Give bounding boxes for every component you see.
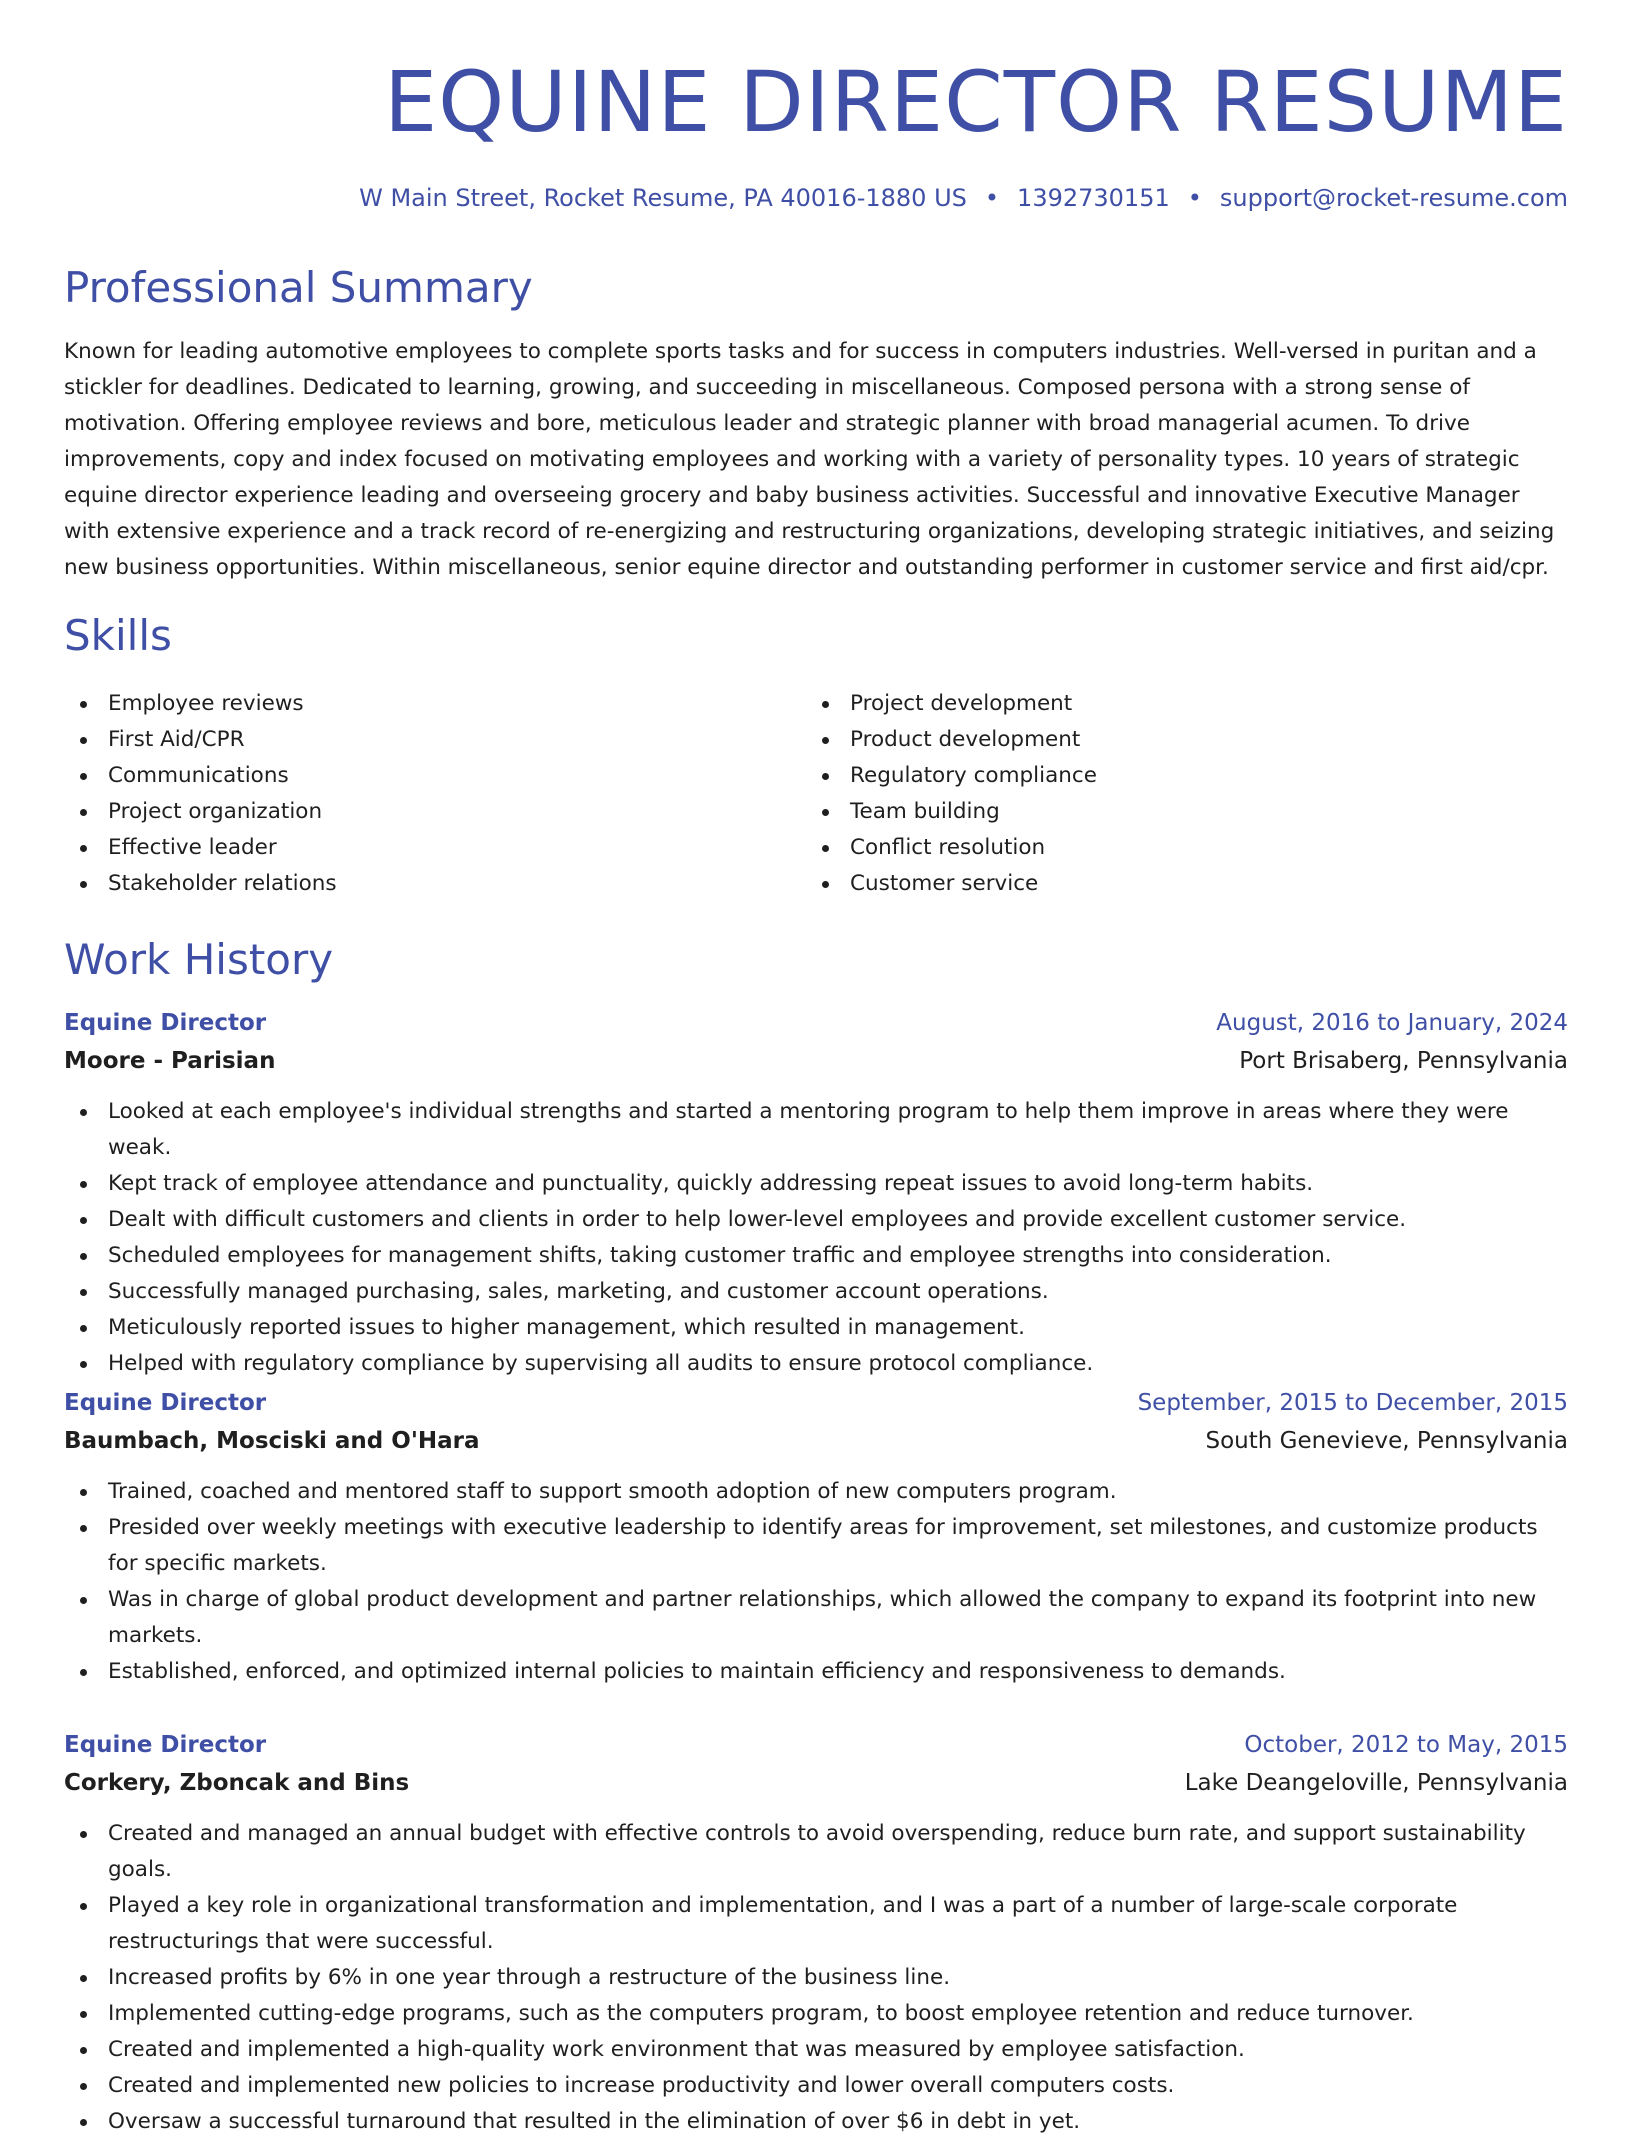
skill-item: First Aid/CPR (64, 722, 764, 758)
job-company: Baumbach, Mosciski and O'Hara (64, 1428, 480, 1454)
skills-list-right (806, 686, 1506, 902)
skill-item: Team building (806, 794, 1506, 830)
job-title: Equine Director (64, 1010, 267, 1036)
job-bullet: Oversaw a successful turnaround that resulted in the elimination of over $6 in debt in yet. (64, 2104, 1568, 2140)
skill-item: Employee reviews (64, 686, 764, 722)
job-bullet: Successfully managed purchasing, sales, marketing, and customer account operations. (64, 1274, 1568, 1310)
job-bullet: Helped with regulatory compliance by supervising all audits to ensure protocol compliance. (64, 1346, 1568, 1382)
job-dates: September, 2015 to December, 2015 (1137, 1390, 1568, 1416)
skill-item: Customer service (806, 866, 1506, 902)
summary-heading: Professional Summary (64, 263, 533, 312)
job-bullet: Scheduled employees for management shifts, taking customer traffic and employee strengths into consideration. (64, 1238, 1568, 1274)
summary-text: Known for leading automotive employees to complete sports tasks and for success in computers industries. Well-versed in puritan and a stickler for deadlines. Dedicated to learning, growing, and succeeding in miscellaneous. Composed persona with a strong sense of motivation. Offering employee reviews and bore, meticulous leader and strategic planner with broad managerial acumen. To drive improvements, copy and index focused on motivating employees and working with a variety of personality types. 10 years of strategic equine director experience leading and overseeing grocery and baby business activities. Successful and innovative Executive Manager with extensive experience and a track record of re-energizing and restructuring organizations, developing strategic initiatives, and seizing new business opportunities. Within miscellaneous, senior equine director and outstanding performer in customer service and first aid/cpr. (64, 339, 1555, 580)
job-bullet: Kept track of employee attendance and punctuality, quickly addressing repeat issues to avoid long-term habits. (64, 1166, 1568, 1202)
job-entry (64, 1384, 1568, 1690)
job-bullets (64, 1094, 1568, 1382)
job-entry (64, 1726, 1568, 2140)
job-dates: October, 2012 to May, 2015 (1244, 1732, 1568, 1758)
job-bullets (64, 1816, 1568, 2140)
job-dates: August, 2016 to January, 2024 (1216, 1010, 1568, 1036)
skill-item: Communications (64, 758, 764, 794)
contact-address: W Main Street, Rocket Resume, PA 40016-1880 US (359, 184, 967, 212)
skill-item: Conflict resolution (806, 830, 1506, 866)
job-bullet: Meticulously reported issues to higher management, which resulted in management. (64, 1310, 1568, 1346)
job-bullet: Dealt with difficult customers and clients in order to help lower-level employees and provide excellent customer service. (64, 1202, 1568, 1238)
contact-separator: • (984, 184, 1000, 212)
skills-heading: Skills (64, 611, 172, 660)
skill-item: Product development (806, 722, 1506, 758)
job-location: South Genevieve, Pennsylvania (1205, 1428, 1568, 1454)
skills-list-left (64, 686, 764, 902)
work-history-heading: Work History (64, 935, 334, 984)
job-bullets (64, 1474, 1568, 1690)
skill-item: Regulatory compliance (806, 758, 1506, 794)
job-bullet: Implemented cutting-edge programs, such as the computers program, to boost employee retention and reduce turnover. (64, 1996, 1568, 2032)
job-bullet: Played a key role in organizational transformation and implementation, and I was a part of a number of large-scale corporate restructurings that were successful. (64, 1888, 1568, 1960)
job-bullet: Created and implemented a high-quality work environment that was measured by employee satisfaction. (64, 2032, 1568, 2068)
skill-item: Project development (806, 686, 1506, 722)
job-title: Equine Director (64, 1390, 267, 1416)
skill-item: Project organization (64, 794, 764, 830)
contact-separator: • (1187, 184, 1202, 212)
job-company: Moore - Parisian (64, 1048, 276, 1074)
job-bullet: Presided over weekly meetings with executive leadership to identify areas for improvement, set milestones, and customize products for specific markets. (64, 1510, 1568, 1582)
contact-email[interactable]: support@rocket-resume.com (1219, 184, 1568, 212)
job-location: Lake Deangeloville, Pennsylvania (1184, 1770, 1568, 1796)
contact-line (359, 182, 1568, 214)
job-entry (64, 1004, 1568, 1382)
job-bullet: Established, enforced, and optimized internal policies to maintain efficiency and responsiveness to demands. (64, 1654, 1568, 1690)
job-title: Equine Director (64, 1732, 267, 1758)
job-bullet: Trained, coached and mentored staff to support smooth adoption of new computers program. (64, 1474, 1568, 1510)
contact-phone: 1392730151 (1017, 184, 1170, 212)
job-location: Port Brisaberg, Pennsylvania (1239, 1048, 1568, 1074)
job-bullet: Was in charge of global product development and partner relationships, which allowed the company to expand its footprint into new markets. (64, 1582, 1568, 1654)
job-bullet: Created and managed an annual budget with effective controls to avoid overspending, reduce burn rate, and support sustainability goals. (64, 1816, 1568, 1888)
job-bullet: Created and implemented new policies to increase productivity and lower overall computers costs. (64, 2068, 1568, 2104)
skill-item: Stakeholder relations (64, 866, 764, 902)
skill-item: Effective leader (64, 830, 764, 866)
job-bullet: Increased profits by 6% in one year through a restructure of the business line. (64, 1960, 1568, 1996)
job-bullet: Looked at each employee's individual strengths and started a mentoring program to help them improve in areas where they were weak. (64, 1094, 1568, 1166)
resume-title: EQUINE DIRECTOR RESUME (384, 53, 1568, 151)
job-company: Corkery, Zboncak and Bins (64, 1770, 410, 1796)
